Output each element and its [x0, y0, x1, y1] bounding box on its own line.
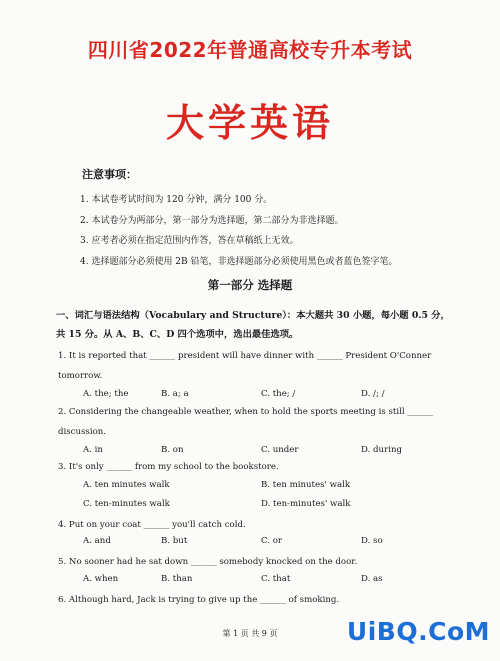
watermark-logo: UiBQ.CoM [346, 617, 490, 646]
option-b: B. ten minutes' walk [261, 480, 351, 490]
question-options [83, 574, 463, 590]
option-a: A. the; the [83, 389, 129, 399]
notice-item: 1. 本试卷考试时间为 120 分钟，满分 100 分。 [80, 195, 273, 205]
option-d: D. during [361, 445, 402, 455]
option-b: B. than [161, 574, 193, 584]
question-stem: 4. Put on your coat ______ you'll catch cold. [58, 520, 246, 530]
exam-title: 四川省2022年普通高校专升本考试 [87, 38, 413, 62]
option-c: C. or [261, 536, 283, 546]
notice-heading: 注意事项： [82, 168, 137, 181]
option-b: B. a; a [161, 389, 189, 399]
option-c: C. ten-minutes walk [83, 499, 170, 509]
subject-title: 大学英语 [165, 101, 334, 145]
notice-item: 3. 应考者必须在指定范围内作答，答在草稿纸上无效。 [80, 236, 299, 246]
part-title: 第一部分 选择题 [207, 278, 293, 292]
question-stem: 1. It is reported that ______ president will have dinner with ______ President O'Conner tomorrow. [58, 351, 432, 381]
option-b: B. on [161, 445, 184, 455]
question-options [83, 536, 463, 552]
question-stem: 3. It's only ______ from my school to the bookstore. [58, 462, 279, 472]
notice-item: 4. 选择题部分必须使用 2B 铅笔，非选择题部分必须使用黑色或者蓝色签字笔。 [80, 256, 398, 267]
notice-item: 2. 本试卷分为两部分，第一部分为选择题，第二部分为非选择题。 [80, 215, 344, 226]
option-a: A. ten minutes walk [83, 480, 170, 490]
option-c: C. the; / [261, 389, 296, 399]
option-a: A. and [83, 536, 111, 546]
option-b: B. but [161, 536, 188, 546]
option-a: A. when [83, 574, 119, 584]
option-d: D. ten-minutes' walk [261, 499, 351, 509]
option-d: D. /; / [361, 389, 385, 399]
section-instructions: 一、词汇与语法结构（Vocabulary and Structure）：本大题共 30 小题，每小题 0.5 分，共 15 分。从 A、B、C、D 四个选项中，选出最佳选项。 [56, 310, 450, 340]
question-options [83, 499, 463, 515]
question-stem: 5. No sooner had he sat down ______ somebody knocked on the door. [58, 557, 358, 567]
question-stem: 2. Considering the changeable weather, when to hold the sports meeting is still ______ discussion. [58, 407, 434, 437]
option-c: C. that [261, 574, 291, 584]
option-d: D. as [361, 574, 383, 584]
question-stem: 6. Although hard, Jack is trying to give up the ______ of smoking. [58, 595, 340, 605]
option-a: A. in [83, 445, 103, 455]
option-c: C. under [261, 445, 299, 455]
page-number: 第 1 页 共 9 页 [222, 629, 278, 638]
option-d: D. so [361, 536, 383, 546]
notice-list [80, 190, 450, 272]
question-options [83, 480, 463, 496]
